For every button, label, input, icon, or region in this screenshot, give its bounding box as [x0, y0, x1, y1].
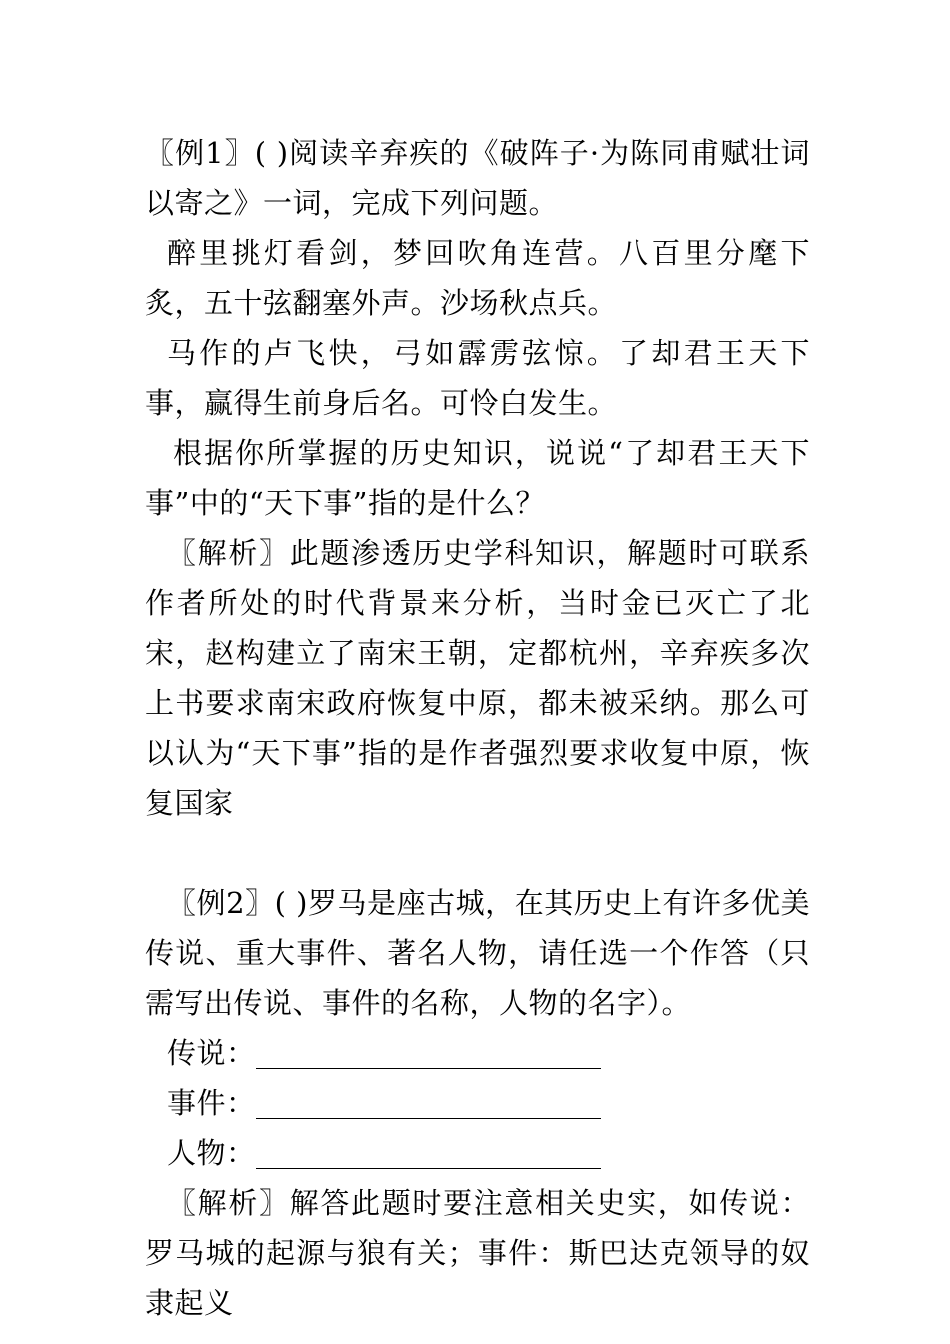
event-answer-row: [145, 1078, 810, 1128]
person-label: 人物：: [167, 1136, 256, 1170]
example1-prompt: 根据你所掌握的历史知识，说说“了却君王天下事”中的“天下事”指的是什么？: [145, 436, 810, 520]
section-gap: [145, 828, 810, 878]
legend-label: 传说：: [167, 1036, 256, 1070]
example1-analysis: 〖解析〗此题渗透历史学科知识，解题时可联系作者所处的时代背景来分析，当时金已灭亡了北宋，赵构建立了南宋王朝，定都杭州，辛弃疾多次上书要求南宋政府恢复中原，都未被采纳。那么可以认为“天下事”指的是作者强烈要求收复中原，恢复国家: [145, 536, 810, 820]
poem-stanza-2: 马作的卢飞快，弓如霹雳弦惊。了却君王天下事，赢得生前身后名。可怜白发生。: [145, 336, 810, 420]
example2-question: 〖例2〗( )罗马是座古城，在其历史上有许多优美传说、重大事件、著名人物，请任选一个作答（只需写出传说、事件的名称，人物的名字）。: [145, 886, 810, 1020]
document-body: [145, 128, 810, 1328]
person-answer-row: [145, 1128, 810, 1178]
legend-answer-blank[interactable]: [256, 1038, 601, 1069]
poem-stanza-1: 醉里挑灯看剑，梦回吹角连营。八百里分麾下炙，五十弦翻塞外声。沙场秋点兵。: [145, 236, 810, 320]
person-answer-blank[interactable]: [256, 1138, 601, 1169]
example1-question: 〖例1〗( )阅读辛弃疾的《破阵子·为陈同甫赋壮词以寄之》一词，完成下列问题。: [145, 136, 810, 220]
event-label: 事件：: [167, 1086, 256, 1120]
event-answer-blank[interactable]: [256, 1088, 601, 1119]
example2-analysis: 〖解析〗解答此题时要注意相关史实，如传说：罗马城的起源与狼有关；事件：斯巴达克领导的奴隶起义: [145, 1186, 810, 1320]
legend-answer-row: [145, 1028, 810, 1078]
